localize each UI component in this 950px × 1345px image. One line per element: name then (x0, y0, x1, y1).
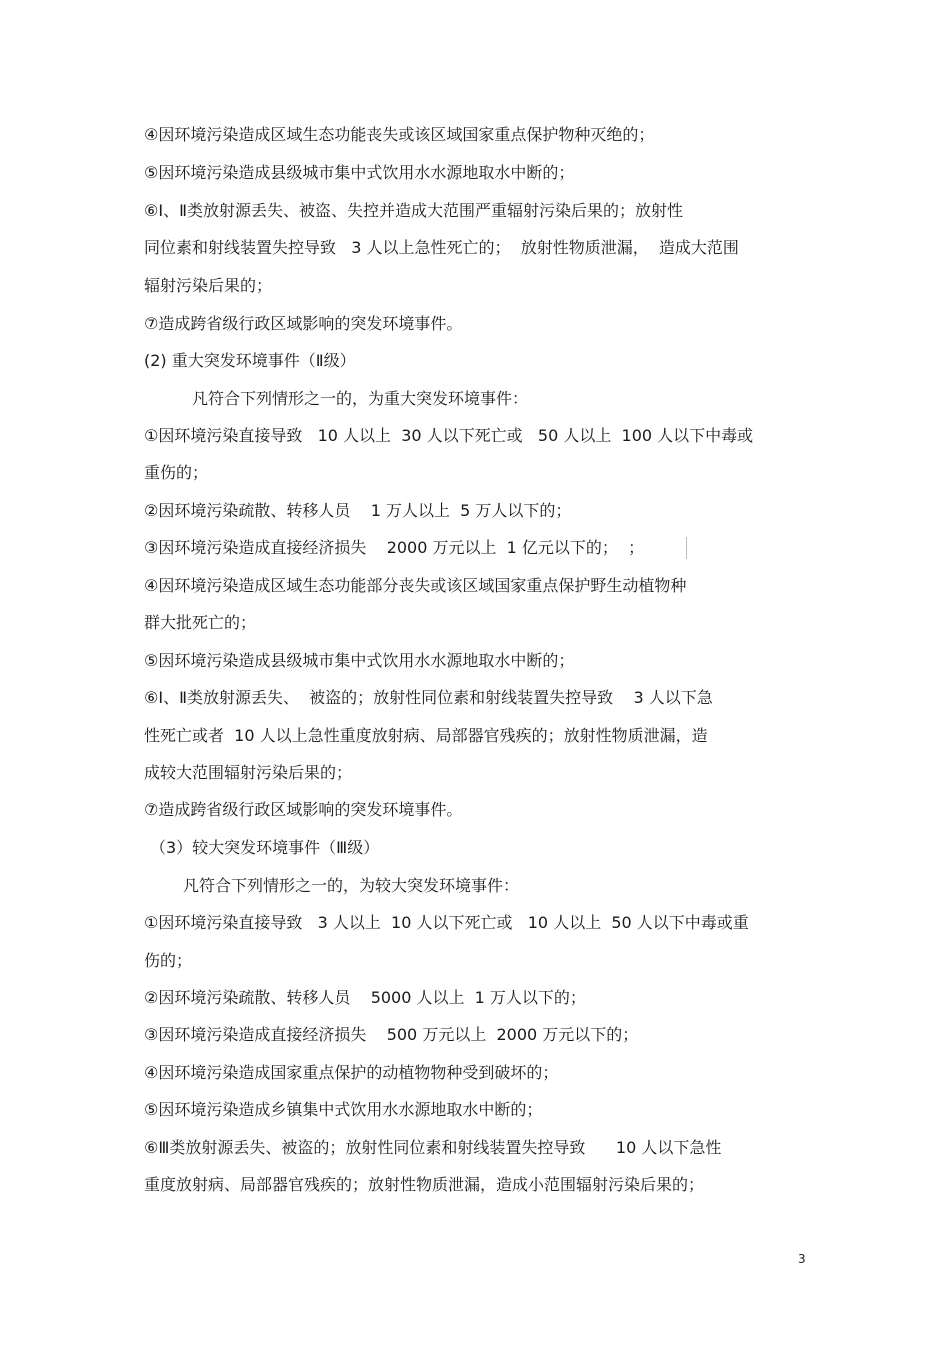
text-line: 伤的； (144, 951, 193, 970)
text-line: 重伤的； (144, 463, 209, 482)
text-line: ①因环境污染直接导致 10 人以上 30 人以下死亡或 50 人以上 100 人以下中毒或 (144, 426, 754, 445)
text-line: ⑦造成跨省级行政区域影响的突发环境事件。 (144, 314, 463, 333)
page-number: 3 (798, 1252, 806, 1266)
text-line: ③因环境污染造成直接经济损失 500 万元以上 2000 万元以下的； (144, 1025, 639, 1044)
section-heading: （3）较大突发环境事件（Ⅲ级） (150, 838, 380, 857)
text-line: 同位素和射线装置失控导致 3 人以上急性死亡的； 放射性物质泄漏， 造成大范围 (144, 238, 739, 257)
text-line: ⑤因环境污染造成县级城市集中式饮用水水源地取水中断的； (144, 163, 575, 182)
text-line: ②因环境污染疏散、转移人员 5000 人以上 1 万人以下的； (144, 988, 586, 1007)
text-line: ④因环境污染造成区域生态功能丧失或该区域国家重点保护物种灭绝的； (144, 125, 655, 144)
text-line: 辐射污染后果的； (144, 276, 273, 295)
text-line: ②因环境污染疏散、转移人员 1 万人以上 5 万人以下的； (144, 501, 572, 520)
text-line: ④因环境污染造成国家重点保护的动植物物种受到破坏的； (144, 1063, 559, 1082)
text-line: ③因环境污染造成直接经济损失 2000 万元以上 1 亿元以下的； ； (144, 538, 645, 557)
text-line: ⑦造成跨省级行政区域影响的突发环境事件。 (144, 800, 463, 819)
text-line: 性死亡或者 10 人以上急性重度放射病、局部器官残疾的；放射性物质泄漏，造 (144, 726, 708, 745)
section-intro: 凡符合下列情形之一的，为重大突发环境事件： (192, 389, 529, 408)
text-line: ⑤因环境污染造成乡镇集中式饮用水水源地取水中断的； (144, 1100, 543, 1119)
text-line: 重度放射病、局部器官残疾的；放射性物质泄漏，造成小范围辐射污染后果的； (144, 1175, 705, 1194)
section-heading: (2) 重大突发环境事件（Ⅱ级） (144, 351, 356, 370)
text-line: ⑥Ⅰ、Ⅱ类放射源丢失、 被盗的；放射性同位素和射线装置失控导致 3 人以下急 (144, 688, 713, 707)
text-line: ①因环境污染直接导致 3 人以上 10 人以下死亡或 10 人以上 50 人以下中毒或重 (144, 913, 749, 932)
text-line: 群大批死亡的； (144, 613, 257, 632)
text-line: 成较大范围辐射污染后果的； (144, 763, 353, 782)
text-line: ⑥Ⅲ类放射源丢失、被盗的；放射性同位素和射线装置失控导致 10 人以下急性 (144, 1138, 722, 1157)
text-line: ⑤因环境污染造成县级城市集中式饮用水水源地取水中断的； (144, 651, 575, 670)
section-intro: 凡符合下列情形之一的，为较大突发环境事件： (183, 876, 520, 895)
text-line: ⑥Ⅰ、Ⅱ类放射源丢失、被盗、失控并造成大范围严重辐射污染后果的；放射性 (144, 201, 683, 220)
text-cursor-mark (686, 537, 687, 559)
text-line: ④因环境污染造成区域生态功能部分丧失或该区域国家重点保护野生动植物种 (144, 576, 687, 595)
